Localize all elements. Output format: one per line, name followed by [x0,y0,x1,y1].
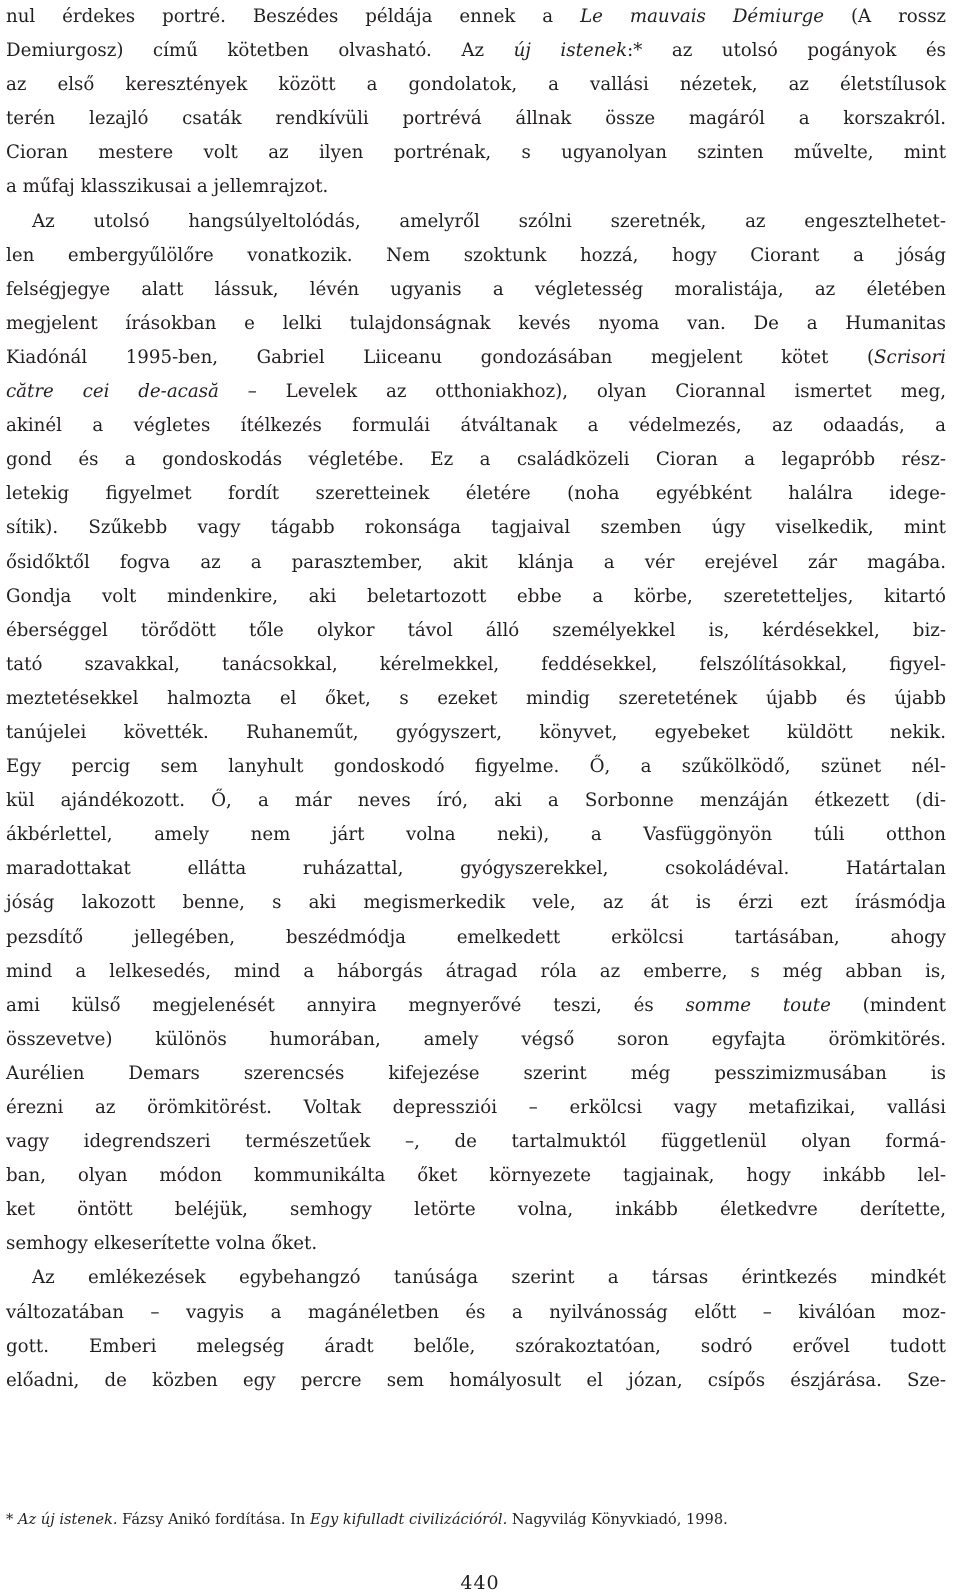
body-text [6,0,946,1398]
text-segment: Gondja volt mindenkire, aki beletartozott ebbe a körbe, szeretetteljes, kitartó [6,585,946,607]
italic-text: Le mauvais Démiurge [580,6,825,27]
text-segment: ban, olyan módon kommunikálta őket környezete tagjainak, hogy inkább lel- [6,1165,946,1187]
text-segment: Aurélien Demars szerencsés kifejezése szerint még pesszimizmusában is [6,1062,946,1084]
text-segment: semhogy elkeserítette volna őket. [6,1233,318,1255]
text-line [6,1193,946,1227]
text-segment: :* az utolsó pogányok és [627,40,946,62]
text-line [6,955,946,989]
italic-text: új istenek [513,40,628,62]
text-line [6,1364,946,1398]
text-segment: megjelent írásokban e lelki tulajdonságnak kevés nyoma van. De a Humanitas [6,312,946,334]
text-line [6,580,946,614]
text-segment: maradottakat ellátta ruházattal, gyógyszerekkel, csokoládéval. Határtalan [6,858,946,880]
text-line [6,1261,946,1295]
text-segment: ket öntött beléjük, semhogy letörte volna, inkább életkedvre derítette, [6,1199,946,1221]
text-line [6,136,946,170]
text-line [6,511,946,545]
text-segment: meztetésekkel halmozta el őket, s ezeket mindig szeretetének újabb és újabb [6,687,946,709]
text-line [6,307,946,341]
text-line [6,273,946,307]
text-segment: letekig figyelmet fordít szeretteinek életére (noha egyébként halálra idege- [6,483,946,505]
text-line [6,989,946,1023]
text-segment: akinél a végletes ítélkezés formulái átváltanak a védelmezés, az odaadás, a [6,415,946,437]
text-segment: pezsdítő jellegében, beszédmódja emelkedett erkölcsi tartásában, ahogy [6,926,946,948]
text-segment: nul érdekes portré. Beszédes példája ennek a [6,6,581,27]
text-segment: jóság lakozott benne, s aki megismerkedik vele, az át is érzi ezt írásmódja [6,892,946,914]
text-segment: Egy percig sem lanyhult gondoskodó figyelme. Ő, a szűkölködő, szünet nél- [6,756,946,778]
text-line [6,784,946,818]
text-line [6,852,946,886]
text-segment: előadni, de közben egy percre sem homályosult el józan, csípős észjárása. Sze- [6,1369,946,1391]
text-line [6,1296,946,1330]
text-segment: Demiurgosz) című kötetben olvasható. Az [6,40,514,62]
text-line [6,409,946,443]
footnote-italic-text: Az új istenek. [17,1511,118,1528]
text-line [6,614,946,648]
text-segment: ákbérlettel, amely nem járt volna neki), a Vasfüggönyön túli otthon [6,824,946,846]
text-line [6,477,946,511]
text-line [6,716,946,750]
page-number: 440 [460,1572,500,1594]
text-segment: az első keresztények között a gondolatok, a vallási nézetek, az életstílusok [6,74,946,96]
footnote-text: Fázsy Anikó fordítása. In [117,1511,310,1528]
text-segment: kül ajándékozott. Ő, a már neves író, aki a Sorbonne menzáján étkezett (di- [6,790,946,812]
text-segment: sítik). Szűkebb vagy tágabb rokonsága tagjaival szemben úgy viselkedik, mint [6,517,946,539]
text-segment: tanújelei követték. Ruhaneműt, gyógyszert, könyvet, egyebeket küldött nekik. [6,721,946,743]
text-segment: Cioran mestere volt az ilyen portrénak, s ugyanolyan szinten művelte, mint [6,142,946,164]
footnote-text: * [6,1511,18,1528]
text-line [6,750,946,784]
text-line [6,1159,946,1193]
text-line [6,1330,946,1364]
text-line [6,1125,946,1159]
italic-text: Scrisori [874,346,946,368]
text-line [6,1227,946,1261]
text-line [6,68,946,102]
text-segment: gott. Emberi melegség áradt belőle, szórakoztatóan, sodró erővel tudott [6,1335,946,1357]
text-line [6,1091,946,1125]
text-segment: összevetve) különös humorában, amely végső soron egyfajta örömkitörés. [6,1028,946,1050]
text-segment: terén lezajló csaták rendkívüli portrévá állnak össze magáról a korszakról. [6,108,946,130]
text-segment: Kiadónál 1995-ben, Gabriel Liiceanu gondozásában megjelent kötet ( [6,346,875,368]
text-segment: vagy idegrendszeri természetűek –, de tartalmuktól függetlenül olyan formá- [6,1131,946,1153]
text-segment: érezni az örömkitörést. Voltak depressziói – erkölcsi vagy metafizikai, vallási [6,1097,946,1118]
text-line [6,443,946,477]
text-line [6,102,946,136]
footnote-block [6,1510,946,1530]
text-line [6,341,946,375]
text-segment: ősidőktől fogva az a parasztember, akit klánja a vér erejével zár magába. [6,551,946,573]
footnote-text: Nagyvilág Könyvkiadó, 1998. [507,1511,728,1528]
text-line [6,921,946,955]
text-line [6,682,946,716]
text-line [6,239,946,273]
text-line [6,205,946,239]
text-segment: len embergyűlölőre vonatkozik. Nem szoktunk hozzá, hogy Ciorant a jóság [6,244,946,266]
text-line [6,375,946,409]
text-line [6,1023,946,1057]
text-segment: a műfaj klasszikusai a jellemrajzot. [6,176,329,198]
text-segment: Az emlékezések egybehangzó tanúsága szerint a társas érintkezés mindkét [32,1267,946,1289]
text-line [6,648,946,682]
italic-text: către cei de-acasă [6,381,219,403]
text-segment: változatában – vagyis a magánéletben és a nyilvánosság előtt – kiválóan moz- [6,1301,946,1323]
text-segment: gond és a gondoskodás végletébe. Ez a családközeli Cioran a legapróbb rész- [6,449,946,471]
text-line [6,170,946,204]
text-line [6,818,946,852]
text-line [6,0,946,34]
text-segment: éberséggel törődött tőle olykor távol álló személyekkel is, kérdésekkel, biz- [6,619,946,641]
text-line [6,546,946,580]
text-segment: tató szavakkal, tanácsokkal, kérelmekkel, feddésekkel, felszólításokkal, figyel- [6,653,946,675]
italic-text: somme toute [685,994,831,1016]
text-segment: (mindent [830,994,946,1016]
text-segment: (A rossz [824,6,947,27]
text-segment: mind a lelkesedés, mind a háborgás átragad róla az emberre, s még abban is, [6,960,946,982]
text-segment: – Levelek az otthoniakhoz), olyan Ciorannal ismertet meg, [218,381,946,403]
text-segment: felségjegye alatt lássuk, lévén ugyanis a végletesség moralistája, az életében [6,278,946,300]
footnote-italic-text: Egy kifulladt civilizációról. [309,1511,508,1528]
text-line [6,886,946,920]
text-segment: Az utolsó hangsúlyeltolódás, amelyről szólni szeretnék, az engesztelhetet- [32,210,946,232]
text-segment: ami külső megjelenését annyira megnyerővé teszi, és [6,994,686,1016]
footnote [6,1510,946,1530]
text-line [6,1057,946,1091]
text-line [6,34,946,68]
